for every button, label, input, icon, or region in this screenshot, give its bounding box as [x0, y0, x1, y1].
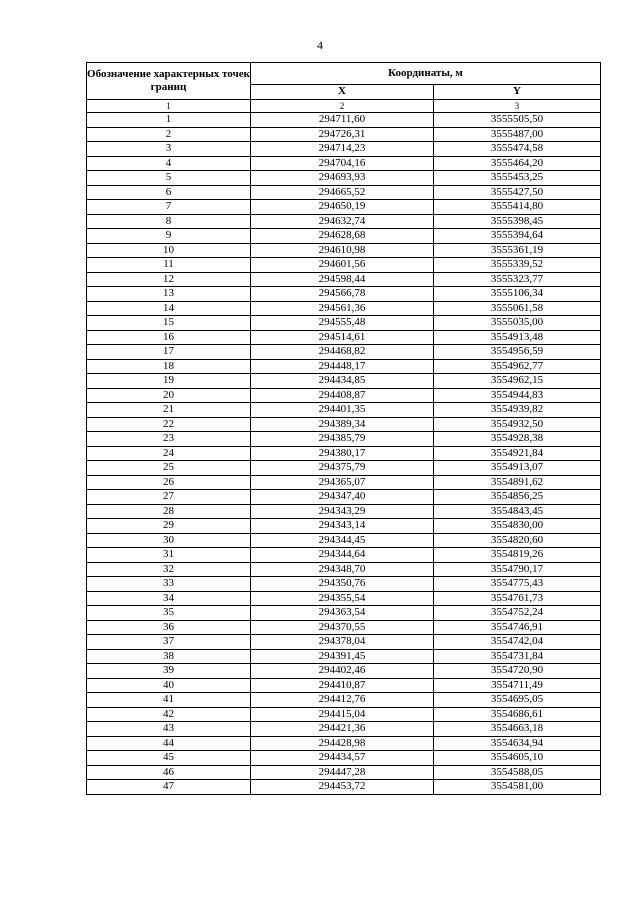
x-coordinate-cell: 294628,68 [251, 229, 434, 244]
point-number-cell: 7 [87, 200, 251, 215]
x-coordinate-cell: 294421,36 [251, 722, 434, 737]
table-row [87, 200, 601, 215]
point-number-cell: 25 [87, 461, 251, 476]
table-row [87, 562, 601, 577]
point-number-cell: 21 [87, 403, 251, 418]
x-coordinate-cell: 294650,19 [251, 200, 434, 215]
x-coordinate-cell: 294514,61 [251, 330, 434, 345]
x-coordinate-cell: 294412,76 [251, 693, 434, 708]
table-row [87, 359, 601, 374]
y-coordinate-cell: 3554939,82 [434, 403, 601, 418]
x-coordinate-cell: 294447,28 [251, 765, 434, 780]
y-coordinate-cell: 3554695,05 [434, 693, 601, 708]
x-coordinate-cell: 294632,74 [251, 214, 434, 229]
y-coordinate-cell: 3554663,18 [434, 722, 601, 737]
x-coordinate-cell: 294693,93 [251, 171, 434, 186]
y-coordinate-cell: 3555339,52 [434, 258, 601, 273]
x-coordinate-cell: 294408,87 [251, 388, 434, 403]
table-row [87, 185, 601, 200]
table-row [87, 446, 601, 461]
point-number-cell: 22 [87, 417, 251, 432]
y-coordinate-cell: 3554588,05 [434, 765, 601, 780]
point-number-cell: 9 [87, 229, 251, 244]
y-coordinate-cell: 3554932,50 [434, 417, 601, 432]
y-coordinate-cell: 3555394,64 [434, 229, 601, 244]
x-coordinate-cell: 294434,57 [251, 751, 434, 766]
table-row [87, 591, 601, 606]
x-coordinate-cell: 294402,46 [251, 664, 434, 679]
y-coordinate-cell: 3555487,00 [434, 127, 601, 142]
column-index: 1 [87, 100, 251, 113]
y-column-header: Y [434, 85, 601, 100]
y-coordinate-cell: 3554634,94 [434, 736, 601, 751]
table-row [87, 417, 601, 432]
point-number-cell: 33 [87, 577, 251, 592]
point-number-cell: 30 [87, 533, 251, 548]
point-number-cell: 41 [87, 693, 251, 708]
x-coordinate-cell: 294365,07 [251, 475, 434, 490]
point-number-cell: 39 [87, 664, 251, 679]
point-number-cell: 17 [87, 345, 251, 360]
table-row [87, 751, 601, 766]
x-coordinate-cell: 294389,34 [251, 417, 434, 432]
table-row [87, 533, 601, 548]
x-coordinate-cell: 294380,17 [251, 446, 434, 461]
point-number-cell: 4 [87, 156, 251, 171]
y-coordinate-cell: 3554944,83 [434, 388, 601, 403]
point-number-cell: 1 [87, 113, 251, 128]
x-coordinate-cell: 294711,60 [251, 113, 434, 128]
y-coordinate-cell: 3554913,07 [434, 461, 601, 476]
table-row [87, 707, 601, 722]
point-number-cell: 14 [87, 301, 251, 316]
table-row [87, 649, 601, 664]
x-coordinate-cell: 294468,82 [251, 345, 434, 360]
x-coordinate-cell: 294566,78 [251, 287, 434, 302]
table-row [87, 272, 601, 287]
point-number-cell: 35 [87, 606, 251, 621]
table-row [87, 374, 601, 389]
table-row [87, 736, 601, 751]
table-row [87, 678, 601, 693]
y-coordinate-cell: 3554962,77 [434, 359, 601, 374]
point-number-cell: 11 [87, 258, 251, 273]
point-number-cell: 32 [87, 562, 251, 577]
y-coordinate-cell: 3554819,26 [434, 548, 601, 563]
x-coordinate-cell: 294391,45 [251, 649, 434, 664]
point-number-cell: 13 [87, 287, 251, 302]
table-row [87, 780, 601, 795]
table-row [87, 577, 601, 592]
point-number-cell: 20 [87, 388, 251, 403]
x-coordinate-cell: 294704,16 [251, 156, 434, 171]
x-coordinate-cell: 294370,55 [251, 620, 434, 635]
y-coordinate-cell: 3554746,91 [434, 620, 601, 635]
table-row [87, 635, 601, 650]
point-number-cell: 38 [87, 649, 251, 664]
x-coordinate-cell: 294598,44 [251, 272, 434, 287]
x-coordinate-cell: 294343,29 [251, 504, 434, 519]
table-row [87, 156, 601, 171]
table-row [87, 388, 601, 403]
x-coordinate-cell: 294410,87 [251, 678, 434, 693]
point-number-cell: 24 [87, 446, 251, 461]
table-row [87, 693, 601, 708]
y-coordinate-cell: 3555464,20 [434, 156, 601, 171]
table-row [87, 113, 601, 128]
y-coordinate-cell: 3555106,34 [434, 287, 601, 302]
y-coordinate-cell: 3555427,50 [434, 185, 601, 200]
x-coordinate-cell: 294555,48 [251, 316, 434, 331]
y-coordinate-cell: 3554775,43 [434, 577, 601, 592]
y-coordinate-cell: 3554928,38 [434, 432, 601, 447]
page-number: 4 [317, 38, 323, 52]
table-row [87, 504, 601, 519]
point-number-cell: 47 [87, 780, 251, 795]
table-row [87, 287, 601, 302]
x-coordinate-cell: 294378,04 [251, 635, 434, 650]
x-coordinate-cell: 294344,45 [251, 533, 434, 548]
y-coordinate-cell: 3554820,60 [434, 533, 601, 548]
point-number-cell: 45 [87, 751, 251, 766]
point-number-cell: 16 [87, 330, 251, 345]
table-row [87, 214, 601, 229]
x-coordinate-cell: 294453,72 [251, 780, 434, 795]
coordinates-table [86, 62, 601, 795]
point-number-cell: 34 [87, 591, 251, 606]
table-row [87, 403, 601, 418]
x-coordinate-cell: 294714,23 [251, 142, 434, 157]
point-number-cell: 8 [87, 214, 251, 229]
x-coordinate-cell: 294665,52 [251, 185, 434, 200]
y-coordinate-cell: 3554581,00 [434, 780, 601, 795]
table-row [87, 243, 601, 258]
x-coordinate-cell: 294347,40 [251, 490, 434, 505]
y-coordinate-cell: 3554711,49 [434, 678, 601, 693]
table-row [87, 765, 601, 780]
x-coordinate-cell: 294348,70 [251, 562, 434, 577]
point-number-cell: 36 [87, 620, 251, 635]
x-coordinate-cell: 294428,98 [251, 736, 434, 751]
y-coordinate-cell: 3554956,59 [434, 345, 601, 360]
x-coordinate-cell: 294375,79 [251, 461, 434, 476]
y-coordinate-cell: 3554790,17 [434, 562, 601, 577]
y-coordinate-cell: 3554913,48 [434, 330, 601, 345]
y-coordinate-cell: 3554856,25 [434, 490, 601, 505]
point-number-cell: 46 [87, 765, 251, 780]
y-coordinate-cell: 3554921,84 [434, 446, 601, 461]
point-number-cell: 6 [87, 185, 251, 200]
table-row [87, 548, 601, 563]
point-number-cell: 42 [87, 707, 251, 722]
coordinates-header: Координаты, м [251, 63, 601, 85]
point-number-cell: 23 [87, 432, 251, 447]
table-row [87, 432, 601, 447]
point-number-cell: 10 [87, 243, 251, 258]
y-coordinate-cell: 3554720,90 [434, 664, 601, 679]
point-number-cell: 26 [87, 475, 251, 490]
x-coordinate-cell: 294448,17 [251, 359, 434, 374]
y-coordinate-cell: 3555474,58 [434, 142, 601, 157]
table-row [87, 722, 601, 737]
y-coordinate-cell: 3555453,25 [434, 171, 601, 186]
column-index-row [87, 100, 601, 113]
y-coordinate-cell: 3555398,45 [434, 214, 601, 229]
point-number-cell: 19 [87, 374, 251, 389]
table-row [87, 475, 601, 490]
table-row [87, 142, 601, 157]
x-coordinate-cell: 294355,54 [251, 591, 434, 606]
y-coordinate-cell: 3554843,45 [434, 504, 601, 519]
x-coordinate-cell: 294434,85 [251, 374, 434, 389]
x-coordinate-cell: 294610,98 [251, 243, 434, 258]
table-row [87, 664, 601, 679]
y-coordinate-cell: 3555414,80 [434, 200, 601, 215]
column-index: 3 [434, 100, 601, 113]
x-coordinate-cell: 294561,36 [251, 301, 434, 316]
y-coordinate-cell: 3554752,24 [434, 606, 601, 621]
point-number-cell: 5 [87, 171, 251, 186]
y-coordinate-cell: 3554962,15 [434, 374, 601, 389]
y-coordinate-cell: 3555061,58 [434, 301, 601, 316]
x-coordinate-cell: 294363,54 [251, 606, 434, 621]
point-number-cell: 43 [87, 722, 251, 737]
x-coordinate-cell: 294344,64 [251, 548, 434, 563]
point-number-cell: 31 [87, 548, 251, 563]
y-coordinate-cell: 3555361,19 [434, 243, 601, 258]
point-number-cell: 44 [87, 736, 251, 751]
y-coordinate-cell: 3554891,62 [434, 475, 601, 490]
table-row [87, 461, 601, 476]
table-row [87, 258, 601, 273]
table-row [87, 519, 601, 534]
point-number-cell: 15 [87, 316, 251, 331]
y-coordinate-cell: 3555035,00 [434, 316, 601, 331]
table-row [87, 345, 601, 360]
point-number-cell: 2 [87, 127, 251, 142]
point-number-cell: 40 [87, 678, 251, 693]
y-coordinate-cell: 3554761,73 [434, 591, 601, 606]
table-row [87, 620, 601, 635]
table-row [87, 490, 601, 505]
x-coordinate-cell: 294601,56 [251, 258, 434, 273]
table-row [87, 606, 601, 621]
x-column-header: X [251, 85, 434, 100]
point-number-cell: 37 [87, 635, 251, 650]
y-coordinate-cell: 3554830,00 [434, 519, 601, 534]
y-coordinate-cell: 3555323,77 [434, 272, 601, 287]
point-number-cell: 12 [87, 272, 251, 287]
y-coordinate-cell: 3555505,50 [434, 113, 601, 128]
point-number-cell: 27 [87, 490, 251, 505]
table-row [87, 316, 601, 331]
point-number-cell: 29 [87, 519, 251, 534]
x-coordinate-cell: 294350,76 [251, 577, 434, 592]
point-designation-header: Обозначение характерных точек границ [87, 63, 251, 100]
x-coordinate-cell: 294385,79 [251, 432, 434, 447]
point-number-cell: 28 [87, 504, 251, 519]
table-row [87, 127, 601, 142]
point-number-cell: 18 [87, 359, 251, 374]
x-coordinate-cell: 294415,04 [251, 707, 434, 722]
y-coordinate-cell: 3554605,10 [434, 751, 601, 766]
y-coordinate-cell: 3554731,84 [434, 649, 601, 664]
table-row [87, 171, 601, 186]
y-coordinate-cell: 3554686,61 [434, 707, 601, 722]
x-coordinate-cell: 294343,14 [251, 519, 434, 534]
table-header-row [87, 63, 601, 85]
y-coordinate-cell: 3554742,04 [434, 635, 601, 650]
point-number-cell: 3 [87, 142, 251, 157]
column-index: 2 [251, 100, 434, 113]
x-coordinate-cell: 294401,35 [251, 403, 434, 418]
table-row [87, 301, 601, 316]
table-row [87, 330, 601, 345]
x-coordinate-cell: 294726,31 [251, 127, 434, 142]
table-row [87, 229, 601, 244]
